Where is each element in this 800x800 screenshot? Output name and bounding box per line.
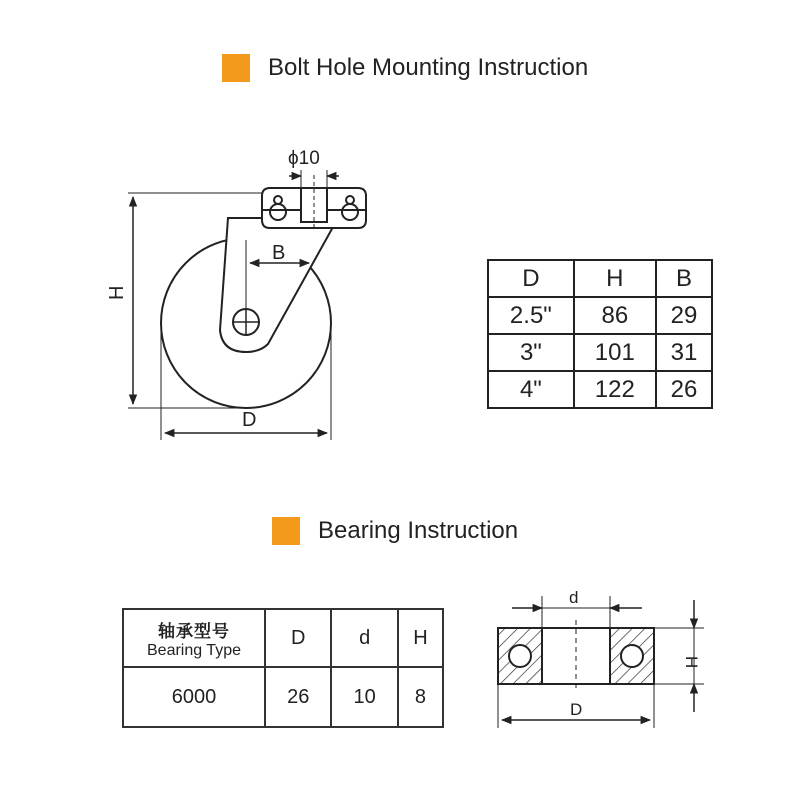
- bearing-type-header: [123, 609, 265, 667]
- bearing-table: [122, 608, 444, 728]
- orange-square-icon: [272, 517, 300, 545]
- height-label: H: [106, 285, 128, 300]
- mounting-dimension-table: [487, 259, 713, 409]
- outer-diameter-label: D: [570, 700, 583, 719]
- table-cell: 10: [331, 667, 397, 727]
- bearing-section-title: [272, 517, 518, 545]
- table-cell: 86: [574, 297, 656, 334]
- table-cell: 29: [656, 297, 712, 334]
- table-cell: 26: [265, 667, 331, 727]
- table-row: [123, 667, 443, 727]
- table-header-row: [123, 609, 443, 667]
- bearing-type-header-en: Bearing Type: [147, 641, 241, 659]
- bore-label: d: [569, 588, 579, 607]
- bolt-diameter-label: ϕ10: [288, 148, 320, 169]
- table-cell: 6000: [123, 667, 265, 727]
- bearing-type-header-zh: 轴承型号: [158, 621, 230, 641]
- bearing-title-text: Bearing Instruction: [318, 517, 519, 544]
- table-header-cell: H: [574, 260, 656, 297]
- table-header-cell: H: [398, 609, 443, 667]
- bearing-height-label: H: [682, 656, 701, 669]
- table-cell: 101: [574, 334, 656, 371]
- table-cell: 3": [488, 334, 574, 371]
- table-cell: 31: [656, 334, 712, 371]
- table-cell: 8: [398, 667, 443, 727]
- table-header-cell: D: [488, 260, 574, 297]
- table-header-cell: B: [656, 260, 712, 297]
- table-row: [488, 371, 712, 408]
- table-cell: 2.5": [488, 297, 574, 334]
- table-header-cell: d: [331, 609, 397, 667]
- table-header-cell: D: [265, 609, 331, 667]
- mounting-title-text: Bolt Hole Mounting Instruction: [268, 54, 589, 81]
- diameter-label: D: [242, 409, 257, 431]
- offset-label: B: [272, 242, 286, 264]
- table-cell: 26: [656, 371, 712, 408]
- table-cell: 4": [488, 371, 574, 408]
- table-row: [488, 297, 712, 334]
- table-row: [488, 334, 712, 371]
- table-header-row: [488, 260, 712, 297]
- table-cell: 122: [574, 371, 656, 408]
